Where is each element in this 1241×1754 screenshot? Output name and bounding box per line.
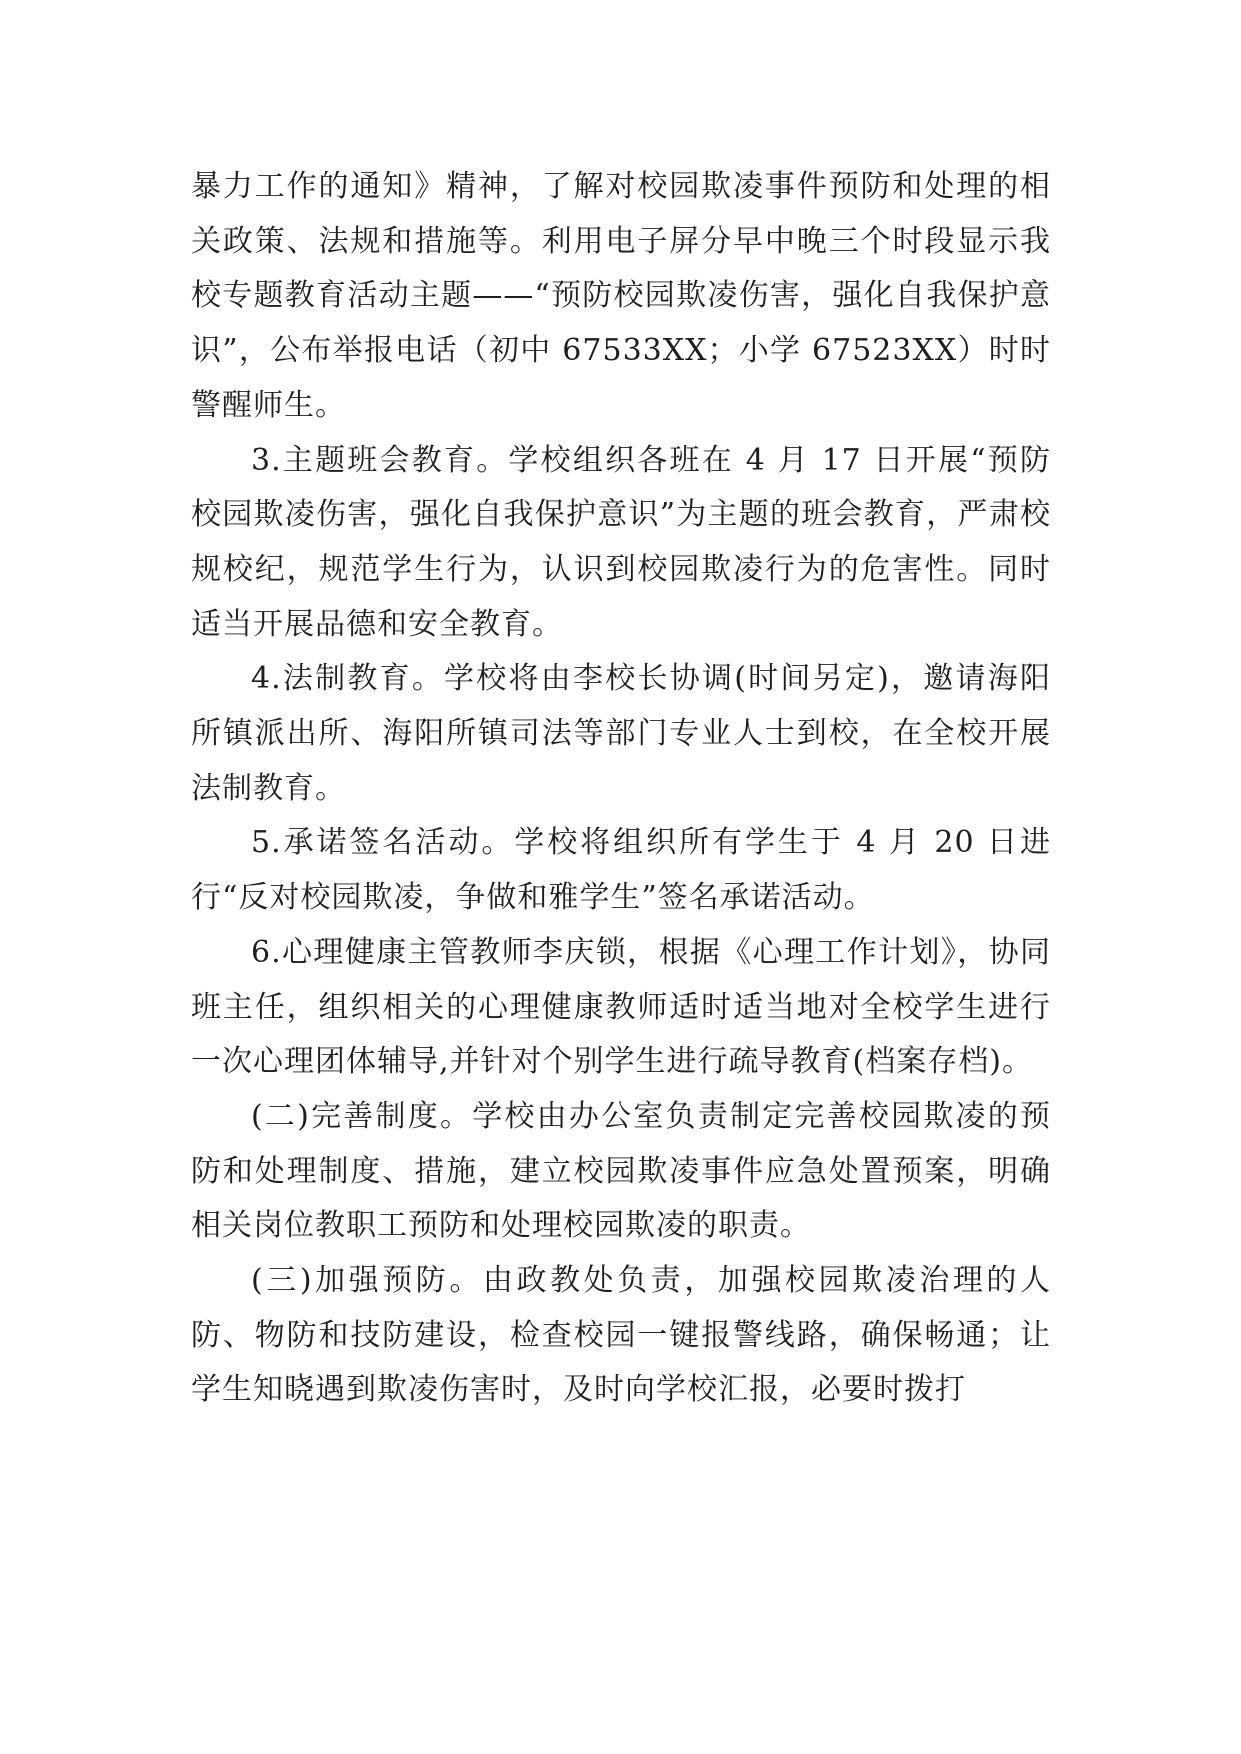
paragraph-legal-education: 4.法制教育。学校将由李校长协调(时间另定)，邀请海阳所镇派出所、海阳所镇司法等部门专业人士到校，在全校开展法制教育。	[191, 661, 1051, 806]
paragraph-publicity-continued: 暴力工作的通知》精神，了解对校园欺凌事件预防和处理的相关政策、法规和措施等。利用电子屏分早中晚三个时段显示我校专题教育活动主题——“预防校园欺凌伤害，强化自我保护意识”，公布举报电话（初中 67533XX；小学 67523XX）时时警醒师生。	[191, 169, 1051, 423]
paragraph-pledge-signing: 5.承诺签名活动。学校将组织所有学生于 4 月 20 日进行“反对校园欺凌，争做和雅学生”签名承诺活动。	[191, 825, 1051, 916]
paragraph-class-meeting: 3.主题班会教育。学校组织各班在 4 月 17 日开展“预防校园欺凌伤害，强化自我保护意识”为主题的班会教育，严肃校规校纪，规范学生行为，认识到校园欺凌行为的危害性。同时适当开展品德和安全教育。	[191, 442, 1051, 642]
paragraph-improve-system: (二)完善制度。学校由办公室负责制定完善校园欺凌的预防和处理制度、措施，建立校园欺凌事件应急处置预案，明确相关岗位教职工预防和处理校园欺凌的职责。	[191, 1098, 1051, 1244]
document-body	[191, 160, 1051, 1418]
paragraph-mental-health: 6.心理健康主管教师李庆锁，根据《心理工作计划》，协同班主任，组织相关的心理健康教师适时适当地对全校学生进行一次心理团体辅导,并针对个别学生进行疏导教育(档案存档)。	[191, 934, 1051, 1080]
paragraph-strengthen-prevention: (三)加强预防。由政教处负责，加强校园欺凌治理的人防、物防和技防建设，检查校园一键报警线路，确保畅通；让学生知晓遇到欺凌伤害时，及时向学校汇报，必要时拨打	[191, 1263, 1051, 1408]
